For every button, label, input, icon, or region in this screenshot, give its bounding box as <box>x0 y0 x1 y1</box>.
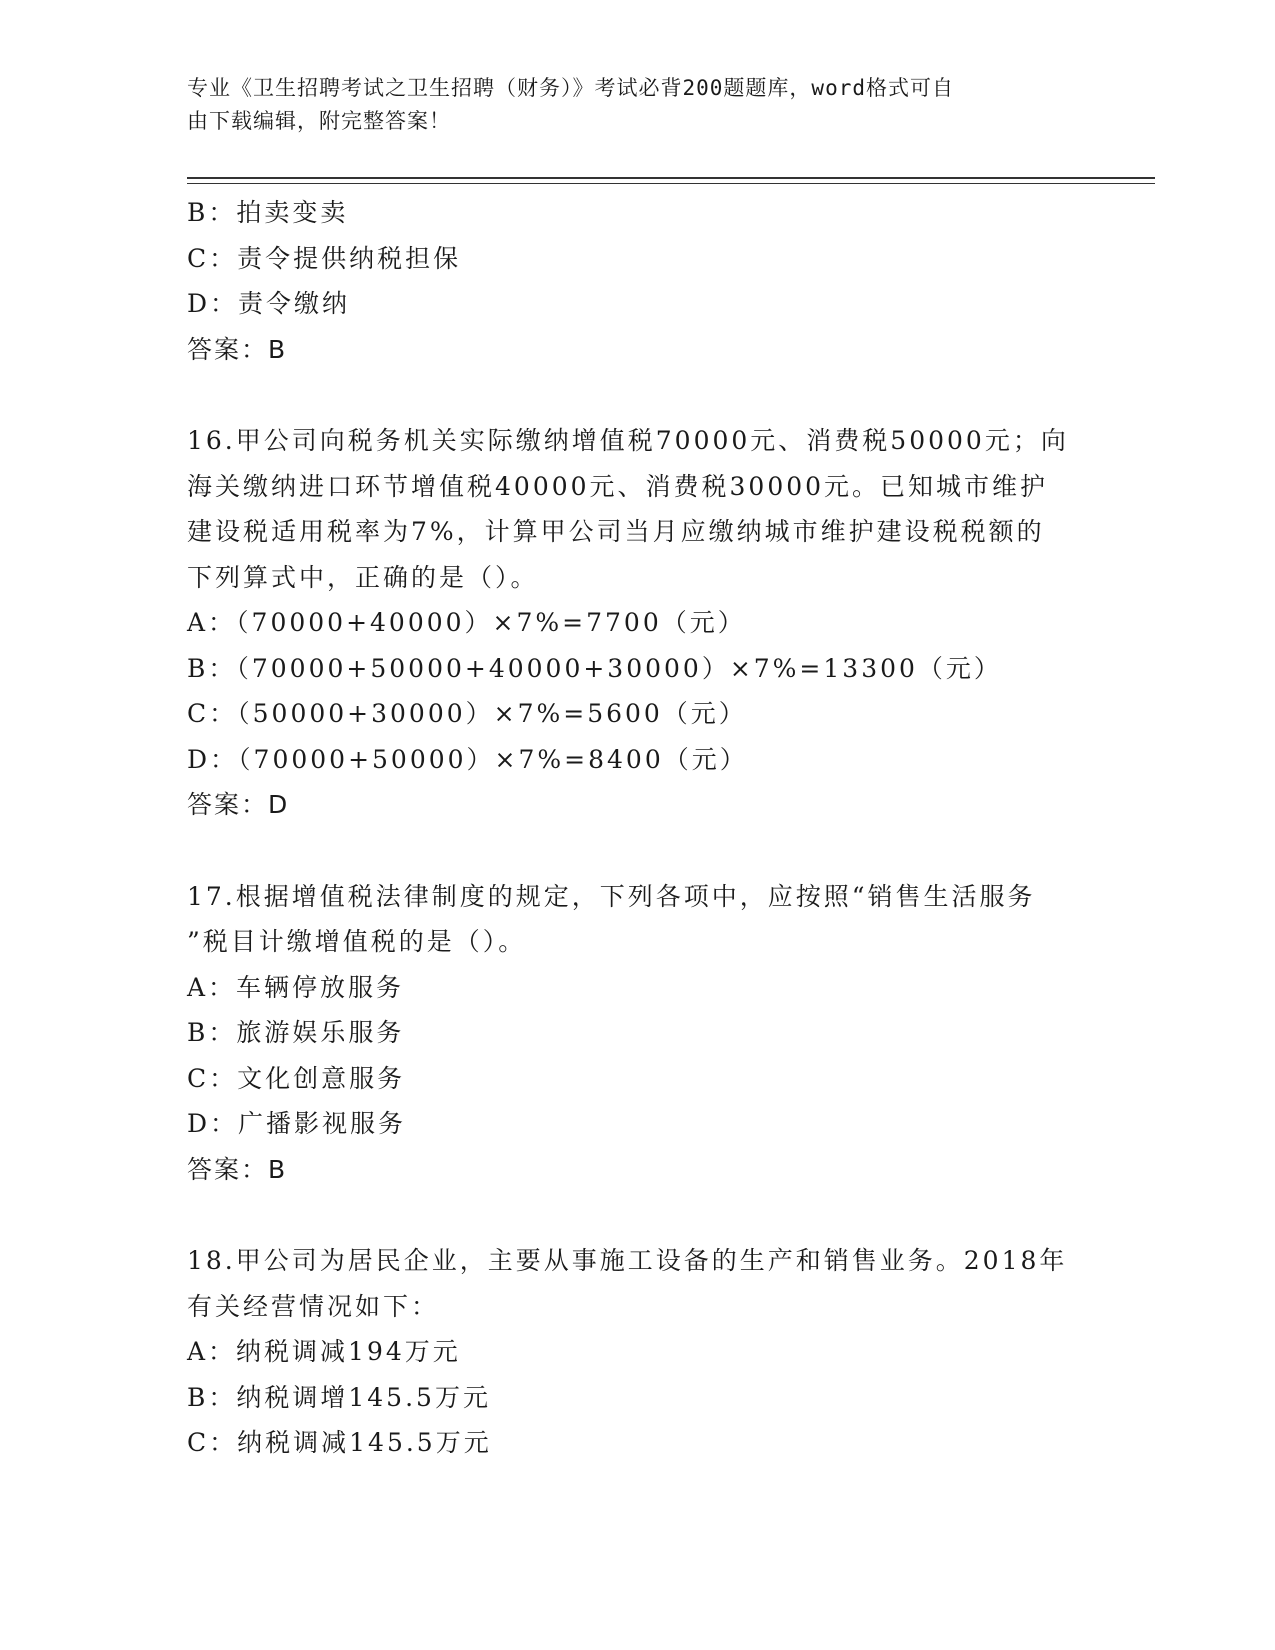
answer-line: 答案：B <box>187 334 288 364</box>
option-c: C：（50000+30000）×7%=5600（元） <box>187 699 747 728</box>
question-stem-line: 海关缴纳进口环节增值税40000元、消费税30000元。已知城市维护 <box>187 471 1049 501</box>
option-d: D：广播影视服务 <box>187 1109 407 1138</box>
spacer <box>187 828 1107 874</box>
option-c: C：文化创意服务 <box>187 1063 406 1093</box>
spacer <box>187 372 1107 418</box>
question-stem-line: 16.甲公司向税务机关实际缴纳增值税70000元、消费税50000元；向 <box>187 426 1069 455</box>
question-15-continued <box>187 190 1107 372</box>
answer-line: 答案：D <box>187 790 290 819</box>
option-a: A：（70000+40000）×7%=7700（元） <box>187 608 746 637</box>
question-17 <box>187 874 1107 1193</box>
option-a: A：车辆停放服务 <box>187 972 405 1002</box>
question-16 <box>187 418 1107 828</box>
option-c: C：纳税调减145.5万元 <box>187 1428 492 1457</box>
question-stem-line: 有关经营情况如下： <box>187 1291 440 1321</box>
header-line-2: 由下载编辑，附完整答案！ <box>187 109 451 133</box>
question-stem-line: 下列算式中，正确的是（）。 <box>187 562 539 592</box>
option-d: D：（70000+50000）×7%=8400（元） <box>187 744 748 774</box>
header-divider-thick <box>187 177 1155 179</box>
header-line-1: 专业《卫生招聘考试之卫生招聘（财务）》考试必背200题题库，word格式可自 <box>187 76 954 100</box>
answer-line: 答案：B <box>187 1154 288 1184</box>
option-b: B：纳税调增145.5万元 <box>187 1382 491 1412</box>
question-stem-line: 18.甲公司为居民企业，主要从事施工设备的生产和销售业务。2018年 <box>187 1246 1068 1275</box>
option-b: B：（70000+50000+40000+30000）×7%=13300（元） <box>187 653 1002 683</box>
question-stem-line: 17.根据增值税法律制度的规定，下列各项中，应按照“销售生活服务 <box>187 881 1036 911</box>
option-a: A：纳税调减194万元 <box>187 1337 461 1366</box>
option-b: B：旅游娱乐服务 <box>187 1018 405 1047</box>
option-c: C：责令提供纳税担保 <box>187 243 462 273</box>
question-18 <box>187 1238 1107 1466</box>
option-b: B：拍卖变卖 <box>187 198 349 227</box>
question-stem-line: ”税目计缴增值税的是（）。 <box>187 927 527 956</box>
header-divider-thin <box>187 183 1155 184</box>
question-stem-line: 建设税适用税率为7%，计算甲公司当月应缴纳城市维护建设税税额的 <box>187 517 1045 546</box>
option-d: D：责令缴纳 <box>187 289 351 318</box>
spacer <box>187 1192 1107 1238</box>
document-body <box>187 190 1107 1466</box>
document-header <box>187 72 1087 138</box>
